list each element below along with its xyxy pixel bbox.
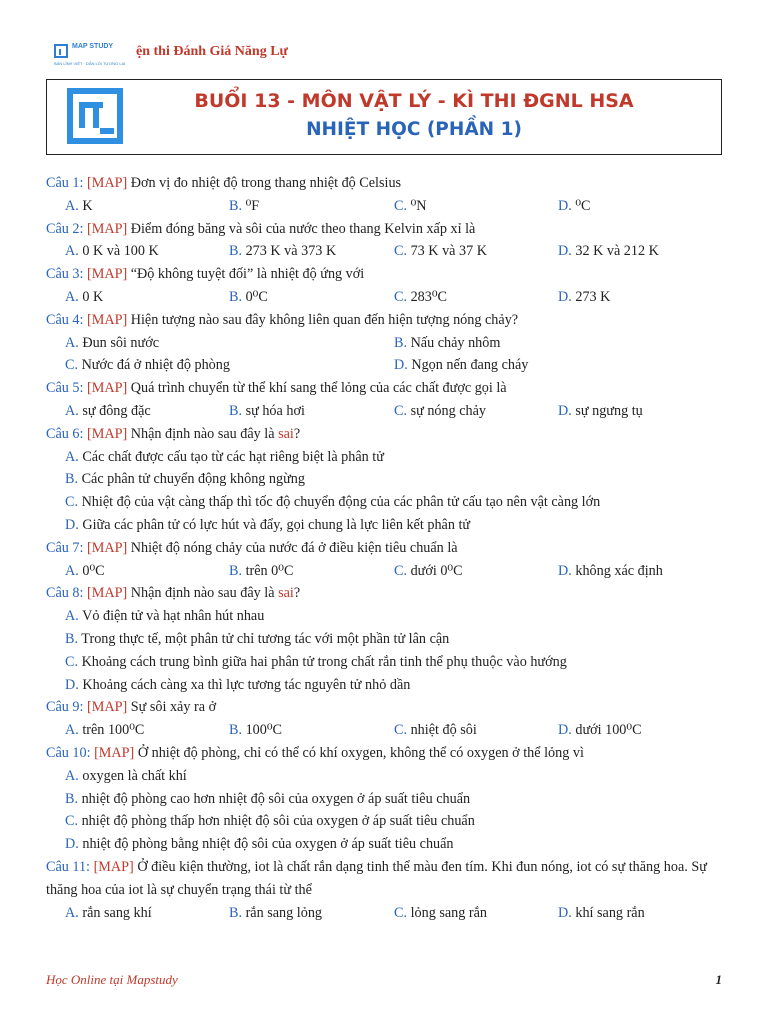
options-line <box>46 628 736 651</box>
answer-option[interactable] <box>65 631 449 647</box>
map-tag: [MAP] <box>86 699 128 716</box>
option-letter: A. <box>65 608 79 625</box>
answer-option[interactable] <box>394 560 463 583</box>
title-banner <box>46 79 722 155</box>
map-tag: [MAP] <box>86 425 128 442</box>
question-text: Hiện tượng nào sau đây không liên quan đến hiện tượng nóng chảy? <box>127 311 519 328</box>
answer-option[interactable] <box>65 195 93 218</box>
option-text: oxygen là chất khí <box>78 767 187 784</box>
option-text: Ngọn nến đang cháy <box>407 357 529 374</box>
option-text: 0 K và 100 K <box>78 243 159 260</box>
question-text: Đơn vị đo nhiệt độ trong thang nhiệt độ Celsius <box>127 175 402 191</box>
option-text: 273 K và 373 K <box>242 243 337 260</box>
option-text: 32 K và 212 K <box>571 243 659 260</box>
option-letter: D. <box>65 836 79 853</box>
option-letter: B. <box>229 904 243 921</box>
option-letter: C. <box>65 653 79 670</box>
answer-option[interactable] <box>558 719 642 742</box>
option-letter: D. <box>558 402 572 419</box>
question-text: Nhận định nào sau đây là <box>127 585 279 602</box>
question-text: Sự sôi xảy ra ở <box>127 699 217 716</box>
option-letter: C. <box>394 904 408 921</box>
answer-option[interactable] <box>65 354 230 377</box>
question-stem <box>46 263 736 286</box>
answer-option[interactable] <box>558 400 643 423</box>
question-number: Câu 11: <box>46 858 91 875</box>
question-text: “Độ không tuyệt đối” là nhiệt độ ứng với <box>127 266 365 283</box>
page-footer <box>46 972 722 988</box>
question-number: Câu 4: <box>46 311 84 328</box>
question-punct: ? <box>293 585 301 602</box>
answer-option[interactable] <box>65 768 187 784</box>
option-letter: B. <box>394 334 408 351</box>
option-text: Nhiệt độ của vật càng thấp thì tốc độ chuyển động của các phân tử cấu tạo nên vật càng lớn <box>78 494 601 511</box>
answer-option[interactable] <box>394 240 487 263</box>
banner-subtitle: NHIỆT HỌC (PHẦN 1) <box>306 119 522 140</box>
question-number: Câu 10: <box>46 744 91 761</box>
answer-option[interactable] <box>65 560 105 583</box>
map-tag: [MAP] <box>86 311 128 328</box>
option-letter: D. <box>394 357 408 374</box>
option-letter: A. <box>65 722 79 739</box>
map-tag: [MAP] <box>86 175 128 191</box>
option-letter: B. <box>229 402 243 419</box>
answer-option[interactable] <box>229 902 322 925</box>
answer-option[interactable] <box>65 517 470 533</box>
option-letter: D. <box>558 197 572 214</box>
option-text: Vỏ điện tử và hạt nhân hút nhau <box>78 608 265 625</box>
question-text: Nhận định nào sau đây là <box>127 425 279 442</box>
option-letter: A. <box>65 562 79 579</box>
option-text: ⁰N <box>407 197 427 214</box>
answer-option[interactable] <box>65 449 384 465</box>
options-row <box>46 240 736 263</box>
answer-option[interactable] <box>394 286 447 309</box>
map-tag: [MAP] <box>93 858 134 875</box>
answer-option[interactable] <box>65 471 305 487</box>
option-text: Nước đá ở nhiệt độ phòng <box>78 357 230 374</box>
option-text: sự ngưng tụ <box>571 402 643 419</box>
answer-option[interactable] <box>65 791 470 807</box>
options-row <box>46 902 736 925</box>
question-list <box>46 172 736 924</box>
question-stem <box>46 218 736 241</box>
option-text: rắn sang khí <box>78 904 152 921</box>
option-letter: C. <box>394 402 408 419</box>
options-row <box>46 354 736 377</box>
option-text: 73 K và 37 K <box>407 243 488 260</box>
answer-option[interactable] <box>229 286 268 309</box>
option-letter: A. <box>65 402 79 419</box>
option-text: nhiệt độ phòng thấp hơn nhiệt độ sôi của oxygen ở áp suất tiêu chuẩn <box>78 813 475 830</box>
options-line <box>46 468 736 491</box>
page-number: 1 <box>715 972 722 987</box>
options-row <box>46 286 736 309</box>
option-letter: C. <box>65 813 79 830</box>
answer-option[interactable] <box>65 494 600 510</box>
option-text: ⁰F <box>242 197 260 214</box>
option-text: Khoảng cách càng xa thì lực tương tác nguyên tử nhỏ dần <box>78 676 411 693</box>
option-text: sự đông đặc <box>78 402 151 419</box>
option-letter: B. <box>229 243 243 260</box>
map-tag: [MAP] <box>86 585 128 602</box>
question-text: Nhiệt độ nóng chảy của nước đá ở điều kiện tiêu chuẩn là <box>127 539 458 556</box>
options-line <box>46 605 736 628</box>
option-letter: A. <box>65 904 79 921</box>
question-number: Câu 6: <box>46 425 84 442</box>
answer-option[interactable] <box>229 240 336 263</box>
option-text: khí sang rắn <box>571 904 645 921</box>
options-line <box>46 446 736 469</box>
question-text: Ở điều kiện thường, iot là chất rắn dạng tinh thể màu đen tím. Khi đun nóng, iot có sự thăng hoa. Sự thăng hoa của iot là sự chuyển trạng thái từ thể <box>46 858 707 898</box>
question-stem <box>46 742 736 765</box>
option-text: Khoảng cách trung bình giữa hai phân tử trong chất rắn tinh thể phụ thuộc vào hướng <box>78 653 567 670</box>
mapstudy-logo <box>54 42 126 66</box>
option-letter: C. <box>394 197 408 214</box>
option-text: sự hóa hơi <box>242 402 305 419</box>
option-text: dưới 100⁰C <box>571 722 642 739</box>
option-letter: A. <box>65 197 79 214</box>
option-text: không xác định <box>571 562 663 579</box>
option-text: Nấu chảy nhôm <box>407 334 501 351</box>
option-text: 0 K <box>78 288 104 305</box>
option-text: Đun sôi nước <box>78 334 160 351</box>
question-punct: ? <box>293 425 301 442</box>
option-letter: C. <box>394 722 408 739</box>
option-letter: B. <box>229 562 243 579</box>
option-letter: A. <box>65 334 79 351</box>
option-text: K <box>78 197 93 214</box>
option-letter: C. <box>65 357 79 374</box>
option-letter: B. <box>65 471 79 488</box>
options-row <box>46 195 736 218</box>
map-tag: [MAP] <box>94 744 135 761</box>
option-letter: C. <box>394 243 408 260</box>
option-letter: B. <box>229 722 243 739</box>
question-number: Câu 1: <box>46 175 84 191</box>
question-stem <box>46 423 736 446</box>
answer-option[interactable] <box>65 813 475 829</box>
answer-option[interactable] <box>65 719 144 742</box>
answer-option[interactable] <box>229 560 293 583</box>
answer-option[interactable] <box>394 354 528 377</box>
question-number: Câu 3: <box>46 266 84 283</box>
option-letter: A. <box>65 767 79 784</box>
option-text: nhiệt độ phòng cao hơn nhiệt độ sôi của oxygen ở áp suất tiêu chuẩn <box>78 790 471 807</box>
question-stem <box>46 309 736 332</box>
option-letter: D. <box>558 904 572 921</box>
map-tag: [MAP] <box>86 539 128 556</box>
answer-option[interactable] <box>65 654 567 670</box>
options-line <box>46 833 736 856</box>
emphasis-word: sai <box>278 425 294 442</box>
page-header <box>48 38 748 74</box>
option-letter: D. <box>65 516 79 533</box>
options-line <box>46 651 736 674</box>
question-text: Ở nhiệt độ phòng, chỉ có thể có khí oxygen, không thể có oxygen ở thể lỏng vì <box>134 744 584 761</box>
option-letter: C. <box>65 494 79 511</box>
options-line <box>46 765 736 788</box>
answer-option[interactable] <box>65 240 159 263</box>
answer-option[interactable] <box>394 195 427 218</box>
answer-option[interactable] <box>229 719 282 742</box>
question-number: Câu 2: <box>46 220 84 237</box>
answer-option[interactable] <box>394 902 487 925</box>
answer-option[interactable] <box>558 902 645 925</box>
options-row <box>46 332 736 355</box>
answer-option[interactable] <box>65 608 264 624</box>
answer-option[interactable] <box>65 677 410 693</box>
question-stem <box>46 582 736 605</box>
option-letter: B. <box>229 288 243 305</box>
option-text: nhiệt độ sôi <box>407 722 477 739</box>
option-text: Các chất được cấu tạo từ các hạt riêng biệt là phân tử <box>78 448 384 465</box>
option-letter: B. <box>65 790 79 807</box>
question-text: Quá trình chuyển từ thể khí sang thể lỏng của các chất được gọi là <box>127 380 507 397</box>
option-text: trên 100⁰C <box>78 722 145 739</box>
emphasis-word: sai <box>278 585 294 602</box>
option-letter: C. <box>394 288 408 305</box>
question-stem <box>46 856 736 902</box>
option-letter: B. <box>229 197 243 214</box>
answer-option[interactable] <box>558 286 610 309</box>
option-letter: D. <box>558 722 572 739</box>
option-text: 0⁰C <box>78 562 105 579</box>
options-line <box>46 788 736 811</box>
answer-option[interactable] <box>65 836 454 852</box>
answer-option[interactable] <box>229 400 305 423</box>
banner-title: BUỔI 13 - MÔN VẬT LÝ - KÌ THI ĐGNL HSA <box>194 90 634 112</box>
options-line <box>46 491 736 514</box>
option-letter: D. <box>558 562 572 579</box>
option-letter: A. <box>65 288 79 305</box>
option-text: trên 0⁰C <box>242 562 294 579</box>
logo-subtitle: BẢN LĨNH VIỆT · DẪN LỐI TƯƠNG LAI <box>54 61 126 66</box>
option-letter: C. <box>394 562 408 579</box>
answer-option[interactable] <box>394 719 477 742</box>
options-row <box>46 560 736 583</box>
option-text: ⁰C <box>571 197 591 214</box>
option-text: sự nóng chảy <box>407 402 487 419</box>
answer-option[interactable] <box>65 286 103 309</box>
footer-text: Học Online tại Mapstudy <box>46 972 178 987</box>
option-text: 100⁰C <box>242 722 282 739</box>
question-stem <box>46 696 736 719</box>
question-number: Câu 8: <box>46 585 84 602</box>
answer-option[interactable] <box>65 332 159 355</box>
option-text: Trong thực tế, một phân tử chỉ tương tác với một phần tử lân cận <box>78 630 450 647</box>
question-number: Câu 7: <box>46 539 84 556</box>
option-letter: D. <box>65 676 79 693</box>
options-line <box>46 514 736 537</box>
option-text: dưới 0⁰C <box>407 562 463 579</box>
logo-text: MAP STUDY <box>72 43 114 50</box>
answer-option[interactable] <box>229 195 259 218</box>
option-letter: A. <box>65 243 79 260</box>
options-row <box>46 719 736 742</box>
options-row <box>46 400 736 423</box>
answer-option[interactable] <box>558 240 659 263</box>
option-text: Các phân tử chuyển động không ngừng <box>78 471 305 488</box>
question-text: Điểm đóng băng và sôi của nước theo thang Kelvin xấp xỉ là <box>127 220 476 237</box>
answer-option[interactable] <box>558 560 663 583</box>
option-letter: B. <box>65 630 79 647</box>
question-number: Câu 9: <box>46 699 84 716</box>
option-text: 283⁰C <box>407 288 447 305</box>
answer-option[interactable] <box>394 332 500 355</box>
map-tag: [MAP] <box>86 266 128 283</box>
option-letter: D. <box>558 243 572 260</box>
answer-option[interactable] <box>558 195 591 218</box>
option-text: nhiệt độ phòng bằng nhiệt độ sôi của oxygen ở áp suất tiêu chuẩn <box>78 836 454 853</box>
answer-option[interactable] <box>394 400 486 423</box>
option-letter: A. <box>65 448 79 465</box>
answer-option[interactable] <box>65 400 151 423</box>
option-text: lỏng sang rắn <box>407 904 488 921</box>
question-stem <box>46 172 736 195</box>
option-text: 0⁰C <box>242 288 268 305</box>
option-text: rắn sang lỏng <box>242 904 323 921</box>
option-text: 273 K <box>571 288 611 305</box>
header-title: ện thi Đánh Giá Năng Lự <box>136 44 288 59</box>
options-line <box>46 810 736 833</box>
question-stem <box>46 537 736 560</box>
options-line <box>46 674 736 697</box>
question-stem <box>46 377 736 400</box>
question-number: Câu 5: <box>46 380 84 397</box>
option-text: Giữa các phân tử có lực hút và đẩy, gọi chung là lực liên kết phân tử <box>78 516 471 533</box>
map-tag: [MAP] <box>86 220 128 237</box>
answer-option[interactable] <box>65 902 152 925</box>
option-letter: D. <box>558 288 572 305</box>
map-tag: [MAP] <box>86 380 128 397</box>
